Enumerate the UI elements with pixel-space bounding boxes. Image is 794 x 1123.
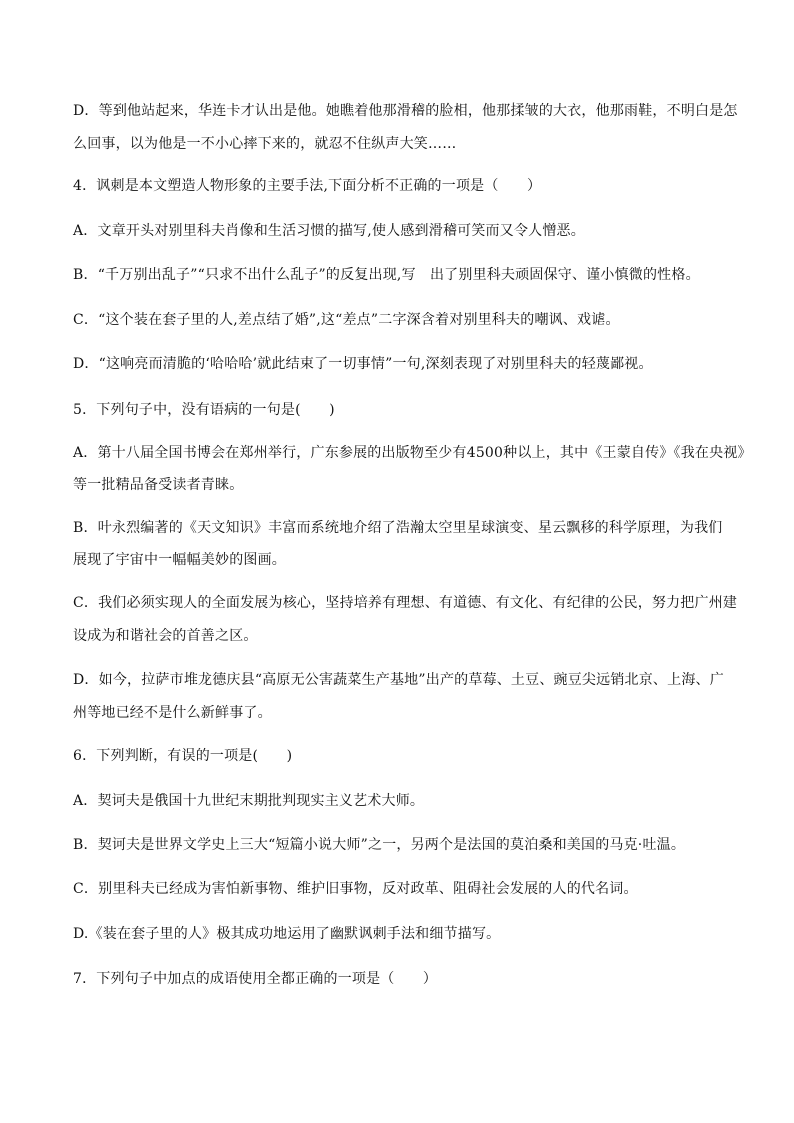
text-line: 么回事，以为他是一不小心摔下来的，就忍不住纵声大笑…… (73, 136, 457, 152)
option-line: D．如今，拉萨市堆龙德庆县“高原无公害蔬菜生产基地”出产的草莓、土豆、豌豆尖远销北京、上海、广 (73, 672, 724, 688)
option-line: 等一批精品备受读者青睐。 (73, 477, 244, 493)
option-line: D．“这响亮而清脆的‘哈哈哈’就此结束了一切事情”一句,深刻表现了对别里科夫的轻蔑鄙视。 (73, 356, 653, 372)
option-line: C．别里科夫已经成为害怕新事物、维护旧事物，反对政革、阻碍社会发展的人的代名词。 (73, 881, 638, 897)
option-line: 州等地已经不是什么新鲜事了。 (73, 705, 272, 721)
option-line: A．契诃夫是俄国十九世纪末期批判现实主义艺术大师。 (73, 793, 425, 809)
option-line: A．文章开头对别里科夫肖像和生活习惯的描写,使人感到滑稽可笑而又令人憎恶。 (73, 223, 585, 239)
option-line: B．契诃夫是世界文学史上三大“短篇小说大师”之一，另两个是法国的莫泊桑和美国的马克·吐温。 (73, 837, 686, 853)
text-line: D．等到他站起来，华连卡才认出是他。她瞧着他那滑稽的脸相，他那揉皱的大衣，他那雨鞋，不明白是怎 (73, 103, 738, 119)
option-line: C．“这个装在套子里的人,差点结了婚”,这“差点”二字深含着对别里科夫的嘲讽、戏谑。 (73, 312, 620, 328)
option-line: B．叶永烈编著的《天文知识》丰富而系统地介绍了浩瀚太空里星球演变、星云飘移的科学原理，为我们 (73, 520, 723, 536)
option-line: 展现了宇宙中一幅幅美妙的图画。 (73, 552, 286, 568)
question-heading: 4．讽刺是本文塑造人物形象的主要手法,下面分析不正确的一项是（ ） (73, 178, 542, 194)
option-line: B．“千万别出乱子”“只求不出什么乱子”的反复出现,写 出了别里科夫顽固保守、谨小慎微的性格。 (73, 267, 700, 283)
option-line: D.《装在套子里的人》极其成功地运用了幽默讽刺手法和细节描写。 (73, 926, 501, 942)
question-heading: 6．下列判断，有误的一项是( ) (73, 748, 293, 764)
option-line: C．我们必须实现人的全面发展为核心，坚持培养有理想、有道德、有文化、有纪律的公民，努力把广州建 (73, 595, 738, 611)
option-line: A．第十八届全国书博会在郑州举行，广东参展的出版物至少有4500种以上，其中《王蒙自传》《我在央视》 (73, 445, 752, 461)
question-heading: 5．下列句子中，没有语病的一句是( ) (73, 402, 335, 418)
option-line: 设成为和谐社会的首善之区。 (73, 628, 258, 644)
question-heading: 7．下列句子中加点的成语使用全都正确的一项是（ ） (73, 971, 438, 987)
